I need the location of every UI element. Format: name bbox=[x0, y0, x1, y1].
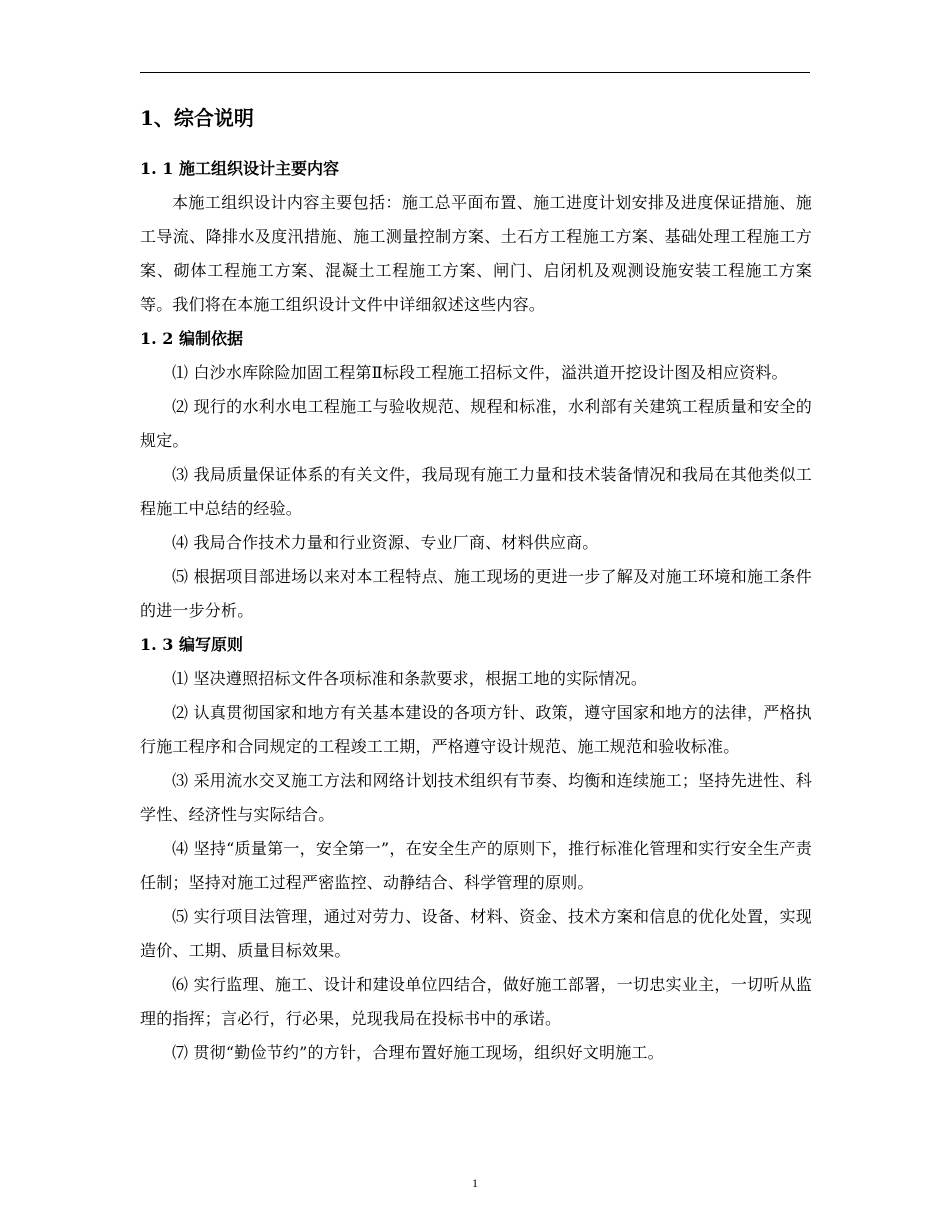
paragraph: ⑷ 坚持“质量第一，安全第一”，在安全生产的原则下，推行标准化管理和实行安全生产责任制；坚持对施工过程严密监控、动静结合、科学管理的原则。 bbox=[140, 839, 812, 892]
document-body bbox=[140, 100, 812, 1070]
paragraph: ⑸ 根据项目部进场以来对本工程特点、施工现场的更进一步了解及对施工环境和施工条件的进一步分析。 bbox=[140, 567, 812, 620]
paragraph: ⑵ 现行的水利水电工程施工与验收规范、规程和标准，水利部有关建筑工程质量和安全的规定。 bbox=[140, 397, 812, 450]
section-1-1 bbox=[140, 152, 812, 322]
header-rule bbox=[140, 72, 810, 73]
paragraph: ⑸ 实行项目法管理，通过对劳力、设备、材料、资金、技术方案和信息的优化处置，实现造价、工期、质量目标效果。 bbox=[140, 907, 812, 960]
section-1-2 bbox=[140, 322, 812, 628]
page-number: 1 bbox=[472, 1176, 478, 1190]
section-title: 1. 2 编制依据 bbox=[140, 329, 243, 348]
paragraph: ⑶ 我局质量保证体系的有关文件，我局现有施工力量和技术装备情况和我局在其他类似工程施工中总结的经验。 bbox=[140, 465, 812, 518]
chapter-heading: 1、综合说明 bbox=[140, 106, 254, 130]
paragraph: ⑴ 坚决遵照招标文件各项标准和条款要求，根据工地的实际情况。 bbox=[172, 669, 648, 688]
paragraph: ⑶ 采用流水交叉施工方法和网络计划技术组织有节奏、均衡和连续施工；坚持先进性、科学性、经济性与实际结合。 bbox=[140, 771, 812, 824]
paragraph: 本施工组织设计内容主要包括：施工总平面布置、施工进度计划安排及进度保证措施、施工导流、降排水及度汛措施、施工测量控制方案、土石方工程施工方案、基础处理工程施工方案、砌体工程施工方案、混凝土工程施工方案、闸门、启闭机及观测设施安装工程施工方案等。我们将在本施工组织设计文件中详细叙述这些内容。 bbox=[140, 193, 812, 314]
paragraph: ⑴ 白沙水库除险加固工程第Ⅱ标段工程施工招标文件，溢洪道开挖设计图及相应资料。 bbox=[172, 363, 788, 382]
paragraph: ⑷ 我局合作技术力量和行业资源、专业厂商、材料供应商。 bbox=[172, 533, 599, 552]
section-title: 1. 3 编写原则 bbox=[140, 635, 243, 654]
section-1-3 bbox=[140, 628, 812, 1070]
section-title: 1. 1 施工组织设计主要内容 bbox=[140, 159, 339, 178]
paragraph: ⑺ 贯彻“勤俭节约”的方针，合理布置好施工现场，组织好文明施工。 bbox=[172, 1043, 664, 1062]
paragraph: ⑹ 实行监理、施工、设计和建设单位四结合，做好施工部署，一切忠实业主，一切听从监理的指挥；言必行，行必果，兑现我局在投标书中的承诺。 bbox=[140, 975, 812, 1028]
paragraph: ⑵ 认真贯彻国家和地方有关基本建设的各项方针、政策，遵守国家和地方的法律，严格执行施工程序和合同规定的工程竣工工期，严格遵守设计规范、施工规范和验收标准。 bbox=[140, 703, 812, 756]
